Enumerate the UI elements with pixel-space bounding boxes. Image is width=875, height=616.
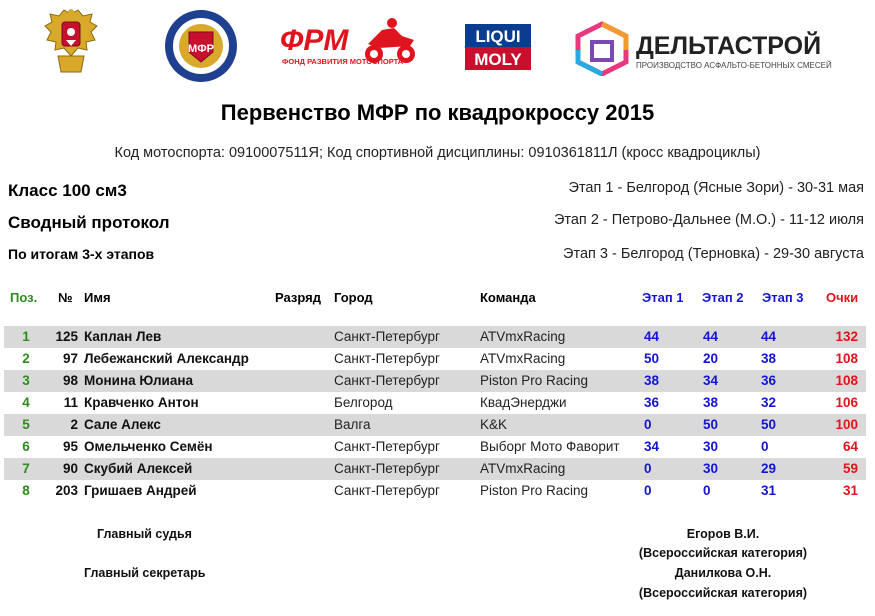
row-stage-3: 31 — [761, 483, 777, 498]
totals-label: По итогам 3-х этапов — [8, 246, 155, 262]
row-team: ATVmxRacing — [480, 329, 566, 344]
row-stage-1: 38 — [644, 373, 660, 388]
row-stage-2: 0 — [703, 483, 711, 498]
table-row — [4, 480, 866, 502]
svg-text:МФР: МФР — [188, 43, 214, 55]
row-stage-1: 36 — [644, 395, 660, 410]
svg-text:ПРОИЗВОДСТВО АСФАЛЬТО-БЕТОННЫХ: ПРОИЗВОДСТВО АСФАЛЬТО-БЕТОННЫХ СМЕСЕЙ — [636, 61, 832, 70]
row-name: Скубий Алексей — [84, 461, 193, 476]
class-label: Класс 100 см3 — [8, 181, 127, 200]
row-points: 108 — [835, 373, 858, 388]
row-position: 5 — [22, 417, 30, 432]
svg-text:ДЕЛЬТАСТРОЙ: ДЕЛЬТАСТРОЙ — [636, 32, 822, 60]
row-stage-3: 50 — [761, 417, 777, 432]
column-header-pos: Поз. — [10, 290, 38, 305]
stage-1-info: Этап 1 - Белгород (Ясные Зори) - 30-31 мая — [568, 180, 864, 196]
column-header-rank: Разряд — [275, 290, 321, 305]
row-city: Санкт-Петербург — [334, 461, 440, 476]
table-row — [4, 392, 866, 414]
row-name: Лебежанский Александр — [84, 351, 249, 366]
column-header-city: Город — [334, 290, 373, 305]
column-header-stage-1: Этап 1 — [642, 290, 684, 305]
row-points: 59 — [842, 461, 858, 476]
stage-3-info: Этап 3 - Белгород (Терновка) - 29-30 августа — [563, 246, 864, 262]
row-stage-1: 50 — [644, 351, 660, 366]
chief-secretary-name: Данилкова О.Н. — [674, 566, 772, 580]
chief-judge-category: (Всероссийская категория) — [638, 546, 808, 560]
row-points: 31 — [842, 483, 858, 498]
row-city: Санкт-Петербург — [334, 329, 440, 344]
row-stage-1: 34 — [644, 439, 660, 454]
row-name: Монина Юлиана — [84, 373, 193, 388]
row-city: Санкт-Петербург — [334, 373, 440, 388]
row-number: 95 — [62, 439, 78, 454]
table-row — [4, 348, 866, 370]
column-header-num: № — [58, 290, 73, 305]
row-stage-2: 50 — [703, 417, 719, 432]
row-stage-1: 0 — [644, 417, 652, 432]
results-table — [4, 326, 866, 502]
row-stage-2: 44 — [703, 329, 719, 344]
column-header-points: Очки — [826, 290, 859, 305]
mfr-federation-logo — [163, 8, 239, 84]
row-stage-3: 0 — [761, 439, 769, 454]
row-stage-2: 38 — [703, 395, 719, 410]
row-team: ATVmxRacing — [480, 461, 566, 476]
row-points: 64 — [842, 439, 858, 454]
row-name: Кравченко Антон — [84, 395, 199, 410]
sport-codes-subtitle: Код мотоспорта: 0910007511Я; Код спортивной дисциплины: 0910361811Л (кросс квадроциклы) — [114, 145, 761, 161]
row-stage-1: 0 — [644, 483, 652, 498]
row-position: 8 — [22, 483, 30, 498]
deltastroy-logo — [574, 20, 834, 76]
row-stage-3: 29 — [761, 461, 777, 476]
row-stage-1: 0 — [644, 461, 652, 476]
row-points: 108 — [835, 351, 858, 366]
row-name: Каплан Лев — [84, 329, 162, 344]
row-stage-3: 36 — [761, 373, 777, 388]
frm-fund-logo — [278, 14, 424, 70]
table-row — [4, 414, 866, 436]
row-name: Омельченко Семён — [84, 439, 213, 454]
row-number: 98 — [62, 373, 78, 388]
row-team: Piston Pro Racing — [480, 483, 589, 498]
row-position: 1 — [22, 329, 30, 344]
chief-secretary-label: Главный секретарь — [84, 566, 206, 580]
table-row — [4, 326, 866, 348]
column-header-stage-3: Этап 3 — [762, 290, 804, 305]
column-header-team: Команда — [480, 290, 536, 305]
table-row — [4, 436, 866, 458]
row-number: 90 — [62, 461, 78, 476]
row-stage-3: 44 — [761, 329, 777, 344]
chief-judge-name: Егоров В.И. — [686, 527, 760, 541]
row-number: 203 — [55, 483, 78, 498]
row-number: 97 — [62, 351, 78, 366]
svg-text:MOLY: MOLY — [474, 50, 522, 69]
row-number: 11 — [63, 395, 78, 410]
row-position: 6 — [22, 439, 30, 454]
row-number: 125 — [55, 329, 78, 344]
row-points: 106 — [835, 395, 858, 410]
liqui-moly-logo — [463, 22, 533, 72]
row-stage-2: 30 — [703, 461, 719, 476]
row-stage-3: 38 — [761, 351, 777, 366]
column-header-stage-2: Этап 2 — [702, 290, 744, 305]
row-position: 4 — [22, 395, 30, 410]
row-name: Гришаев Андрей — [84, 483, 197, 498]
row-team: КвадЭнерджи — [480, 395, 567, 410]
row-stage-2: 30 — [703, 439, 719, 454]
row-team: K&K — [480, 417, 508, 432]
row-city: Санкт-Петербург — [334, 439, 440, 454]
row-points: 100 — [835, 417, 858, 432]
protocol-label: Сводный протокол — [8, 213, 170, 232]
row-city: Белгород — [334, 395, 393, 410]
svg-text:ФРМ: ФРМ — [280, 24, 349, 57]
row-position: 2 — [22, 351, 30, 366]
row-number: 2 — [70, 417, 78, 432]
row-position: 7 — [22, 461, 30, 476]
row-stage-1: 44 — [644, 329, 660, 344]
row-position: 3 — [22, 373, 30, 388]
row-points: 132 — [835, 329, 858, 344]
column-header-name: Имя — [84, 290, 111, 305]
page-title: Первенство МФР по квадрокроссу 2015 — [220, 100, 655, 125]
row-stage-3: 32 — [761, 395, 777, 410]
row-city: Валга — [334, 417, 371, 432]
chief-judge-label: Главный судья — [97, 527, 192, 541]
row-name: Сале Алекс — [84, 417, 161, 432]
table-row — [4, 458, 866, 480]
row-stage-2: 34 — [703, 373, 719, 388]
row-team: Выборг Мото Фаворит — [480, 439, 620, 454]
svg-text:LIQUI: LIQUI — [475, 27, 521, 46]
svg-text:ФОНД РАЗВИТИЯ МОТОСПОРТА: ФОНД РАЗВИТИЯ МОТОСПОРТА — [282, 57, 404, 66]
row-city: Санкт-Петербург — [334, 483, 440, 498]
chief-secretary-category: (Всероссийская категория) — [638, 586, 808, 600]
row-city: Санкт-Петербург — [334, 351, 440, 366]
table-row — [4, 370, 866, 392]
row-team: ATVmxRacing — [480, 351, 566, 366]
russian-emblem-logo — [42, 8, 100, 76]
stage-2-info: Этап 2 - Петрово-Дальнее (М.О.) - 11-12 июля — [553, 212, 864, 228]
row-stage-2: 20 — [703, 351, 719, 366]
row-team: Piston Pro Racing — [480, 373, 589, 388]
